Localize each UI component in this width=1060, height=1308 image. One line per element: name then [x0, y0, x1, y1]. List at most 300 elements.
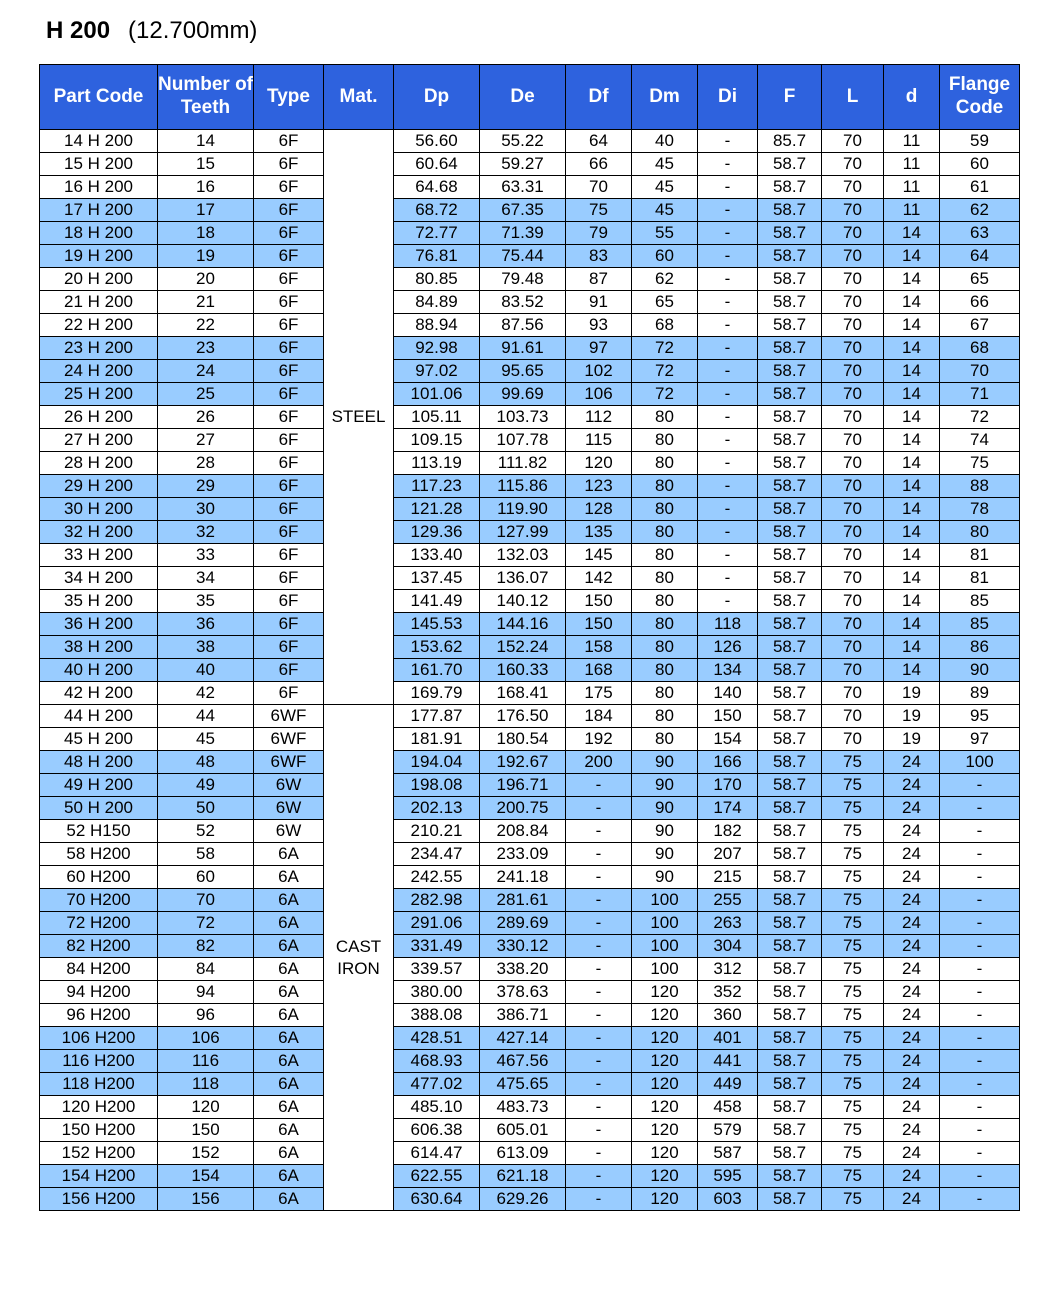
table-row [40, 590, 1020, 613]
cell-part: 33 H 200 [40, 544, 158, 567]
cell-d: 24 [884, 1073, 940, 1096]
cell-flange: 65 [940, 268, 1020, 291]
cell-d: 14 [884, 291, 940, 314]
cell-dp: 133.40 [394, 544, 480, 567]
table-row [40, 360, 1020, 383]
cell-f: 58.7 [758, 981, 822, 1004]
cell-d: 14 [884, 406, 940, 429]
cell-flange: 78 [940, 498, 1020, 521]
cell-dp: 339.57 [394, 958, 480, 981]
cell-type: 6F [254, 360, 324, 383]
cell-di: 579 [698, 1119, 758, 1142]
cell-d: 24 [884, 1027, 940, 1050]
table-row [40, 1096, 1020, 1119]
cell-l: 75 [822, 889, 884, 912]
cell-teeth: 30 [158, 498, 254, 521]
cell-teeth: 94 [158, 981, 254, 1004]
cell-teeth: 32 [158, 521, 254, 544]
table-row [40, 705, 1020, 728]
cell-dm: 100 [632, 935, 698, 958]
cell-d: 11 [884, 176, 940, 199]
cell-type: 6F [254, 521, 324, 544]
cell-f: 58.7 [758, 866, 822, 889]
cell-di: - [698, 452, 758, 475]
cell-df: - [566, 1142, 632, 1165]
table-row [40, 636, 1020, 659]
cell-di: - [698, 222, 758, 245]
table-row [40, 1119, 1020, 1142]
cell-di: 352 [698, 981, 758, 1004]
cell-dp: 97.02 [394, 360, 480, 383]
cell-f: 58.7 [758, 1096, 822, 1119]
cell-teeth: 42 [158, 682, 254, 705]
cell-teeth: 17 [158, 199, 254, 222]
cell-dm: 80 [632, 406, 698, 429]
cell-di: 166 [698, 751, 758, 774]
cell-l: 70 [822, 636, 884, 659]
cell-de: 67.35 [480, 199, 566, 222]
cell-f: 58.7 [758, 958, 822, 981]
cell-type: 6F [254, 314, 324, 337]
cell-type: 6W [254, 820, 324, 843]
cell-dp: 145.53 [394, 613, 480, 636]
cell-flange: 95 [940, 705, 1020, 728]
cell-d: 24 [884, 774, 940, 797]
cell-f: 58.7 [758, 567, 822, 590]
cell-teeth: 22 [158, 314, 254, 337]
cell-type: 6A [254, 935, 324, 958]
cell-teeth: 82 [158, 935, 254, 958]
cell-f: 58.7 [758, 199, 822, 222]
cell-teeth: 48 [158, 751, 254, 774]
cell-dp: 630.64 [394, 1188, 480, 1211]
cell-part: 60 H200 [40, 866, 158, 889]
cell-d: 14 [884, 429, 940, 452]
table-row [40, 866, 1020, 889]
cell-de: 115.86 [480, 475, 566, 498]
cell-dp: 153.62 [394, 636, 480, 659]
cell-type: 6F [254, 153, 324, 176]
cell-flange: 81 [940, 567, 1020, 590]
column-header-de: De [480, 65, 566, 130]
table-row [40, 130, 1020, 153]
cell-di: 215 [698, 866, 758, 889]
cell-dm: 120 [632, 1027, 698, 1050]
cell-di: 255 [698, 889, 758, 912]
cell-di: - [698, 360, 758, 383]
cell-di: - [698, 268, 758, 291]
cell-dm: 100 [632, 889, 698, 912]
cell-flange: - [940, 1165, 1020, 1188]
cell-l: 75 [822, 1165, 884, 1188]
cell-f: 58.7 [758, 774, 822, 797]
cell-part: 42 H 200 [40, 682, 158, 705]
cell-dm: 120 [632, 1096, 698, 1119]
cell-df: - [566, 866, 632, 889]
cell-dp: 177.87 [394, 705, 480, 728]
table-row [40, 659, 1020, 682]
cell-flange: - [940, 1096, 1020, 1119]
column-header-part-code: Part Code [40, 65, 158, 130]
cell-di: - [698, 544, 758, 567]
cell-f: 58.7 [758, 291, 822, 314]
cell-dp: 614.47 [394, 1142, 480, 1165]
cell-f: 58.7 [758, 820, 822, 843]
cell-d: 14 [884, 314, 940, 337]
cell-d: 24 [884, 751, 940, 774]
cell-d: 11 [884, 153, 940, 176]
table-row [40, 751, 1020, 774]
table-row [40, 567, 1020, 590]
cell-de: 467.56 [480, 1050, 566, 1073]
cell-df: 150 [566, 590, 632, 613]
cell-teeth: 34 [158, 567, 254, 590]
cell-de: 289.69 [480, 912, 566, 935]
cell-di: 118 [698, 613, 758, 636]
cell-type: 6WF [254, 705, 324, 728]
cell-de: 119.90 [480, 498, 566, 521]
cell-dm: 45 [632, 153, 698, 176]
cell-dp: 181.91 [394, 728, 480, 751]
cell-de: 132.03 [480, 544, 566, 567]
table-row [40, 843, 1020, 866]
cell-flange: - [940, 1004, 1020, 1027]
cell-part: 84 H200 [40, 958, 158, 981]
cell-teeth: 50 [158, 797, 254, 820]
table-row [40, 544, 1020, 567]
column-header-d: d [884, 65, 940, 130]
cell-teeth: 60 [158, 866, 254, 889]
table-row [40, 1165, 1020, 1188]
cell-de: 196.71 [480, 774, 566, 797]
cell-f: 58.7 [758, 406, 822, 429]
cell-dm: 40 [632, 130, 698, 153]
cell-df: 112 [566, 406, 632, 429]
cell-f: 58.7 [758, 498, 822, 521]
cell-part: 24 H 200 [40, 360, 158, 383]
cell-l: 70 [822, 153, 884, 176]
table-row [40, 498, 1020, 521]
cell-de: 338.20 [480, 958, 566, 981]
cell-df: 64 [566, 130, 632, 153]
cell-dp: 137.45 [394, 567, 480, 590]
cell-dp: 64.68 [394, 176, 480, 199]
cell-de: 378.63 [480, 981, 566, 1004]
table-row [40, 383, 1020, 406]
cell-part: 40 H 200 [40, 659, 158, 682]
cell-part: 116 H200 [40, 1050, 158, 1073]
cell-part: 17 H 200 [40, 199, 158, 222]
cell-flange: 74 [940, 429, 1020, 452]
column-header-df: Df [566, 65, 632, 130]
column-header-di: Di [698, 65, 758, 130]
cell-l: 70 [822, 337, 884, 360]
cell-type: 6F [254, 245, 324, 268]
cell-df: - [566, 889, 632, 912]
cell-part: 94 H200 [40, 981, 158, 1004]
cell-type: 6F [254, 544, 324, 567]
cell-dm: 120 [632, 1050, 698, 1073]
cell-flange: 90 [940, 659, 1020, 682]
cell-d: 14 [884, 268, 940, 291]
cell-l: 70 [822, 176, 884, 199]
cell-df: - [566, 1027, 632, 1050]
cell-dp: 117.23 [394, 475, 480, 498]
cell-flange: - [940, 820, 1020, 843]
cell-d: 24 [884, 981, 940, 1004]
cell-df: 97 [566, 337, 632, 360]
cell-df: 145 [566, 544, 632, 567]
cell-di: 134 [698, 659, 758, 682]
cell-df: 115 [566, 429, 632, 452]
cell-part: 19 H 200 [40, 245, 158, 268]
cell-flange: 63 [940, 222, 1020, 245]
cell-part: 28 H 200 [40, 452, 158, 475]
cell-l: 75 [822, 751, 884, 774]
table-row [40, 1188, 1020, 1211]
cell-dm: 45 [632, 176, 698, 199]
cell-dp: 485.10 [394, 1096, 480, 1119]
cell-part: 29 H 200 [40, 475, 158, 498]
cell-df: - [566, 820, 632, 843]
cell-dm: 80 [632, 429, 698, 452]
cell-dp: 80.85 [394, 268, 480, 291]
cell-di: - [698, 521, 758, 544]
cell-part: 20 H 200 [40, 268, 158, 291]
cell-part: 35 H 200 [40, 590, 158, 613]
cell-dm: 55 [632, 222, 698, 245]
cell-f: 58.7 [758, 1073, 822, 1096]
table-row [40, 774, 1020, 797]
cell-flange: 67 [940, 314, 1020, 337]
cell-f: 58.7 [758, 222, 822, 245]
cell-de: 613.09 [480, 1142, 566, 1165]
table-header-row [40, 65, 1020, 130]
table-row [40, 176, 1020, 199]
cell-teeth: 45 [158, 728, 254, 751]
cell-d: 24 [884, 866, 940, 889]
cell-di: 207 [698, 843, 758, 866]
cell-part: 22 H 200 [40, 314, 158, 337]
cell-de: 483.73 [480, 1096, 566, 1119]
cell-part: 150 H200 [40, 1119, 158, 1142]
column-header-teeth: Number of Teeth [158, 65, 254, 130]
cell-part: 156 H200 [40, 1188, 158, 1211]
cell-part: 82 H200 [40, 935, 158, 958]
cell-di: - [698, 337, 758, 360]
cell-flange: 81 [940, 544, 1020, 567]
cell-dp: 606.38 [394, 1119, 480, 1142]
cell-flange: - [940, 843, 1020, 866]
cell-f: 85.7 [758, 130, 822, 153]
cell-teeth: 150 [158, 1119, 254, 1142]
cell-d: 14 [884, 659, 940, 682]
cell-teeth: 20 [158, 268, 254, 291]
cell-teeth: 96 [158, 1004, 254, 1027]
cell-dp: 76.81 [394, 245, 480, 268]
table-row [40, 291, 1020, 314]
cell-df: - [566, 912, 632, 935]
cell-part: 25 H 200 [40, 383, 158, 406]
cell-d: 24 [884, 889, 940, 912]
cell-de: 107.78 [480, 429, 566, 452]
cell-dm: 90 [632, 820, 698, 843]
cell-teeth: 16 [158, 176, 254, 199]
cell-f: 58.7 [758, 383, 822, 406]
cell-df: 192 [566, 728, 632, 751]
cell-dp: 331.49 [394, 935, 480, 958]
cell-type: 6WF [254, 751, 324, 774]
cell-di: - [698, 314, 758, 337]
cell-l: 70 [822, 245, 884, 268]
cell-di: - [698, 199, 758, 222]
cell-di: - [698, 291, 758, 314]
cell-part: 45 H 200 [40, 728, 158, 751]
cell-l: 75 [822, 866, 884, 889]
cell-dm: 62 [632, 268, 698, 291]
cell-type: 6F [254, 498, 324, 521]
cell-dp: 141.49 [394, 590, 480, 613]
cell-dp: 121.28 [394, 498, 480, 521]
cell-l: 75 [822, 958, 884, 981]
cell-de: 621.18 [480, 1165, 566, 1188]
cell-f: 58.7 [758, 751, 822, 774]
cell-di: 603 [698, 1188, 758, 1211]
cell-teeth: 52 [158, 820, 254, 843]
cell-part: 154 H200 [40, 1165, 158, 1188]
cell-teeth: 26 [158, 406, 254, 429]
cell-dp: 388.08 [394, 1004, 480, 1027]
cell-d: 14 [884, 475, 940, 498]
cell-d: 14 [884, 337, 940, 360]
cell-de: 192.67 [480, 751, 566, 774]
cell-d: 24 [884, 912, 940, 935]
cell-part: 96 H200 [40, 1004, 158, 1027]
cell-teeth: 18 [158, 222, 254, 245]
table-body [40, 130, 1020, 1211]
cell-df: 79 [566, 222, 632, 245]
cell-type: 6F [254, 406, 324, 429]
cell-de: 176.50 [480, 705, 566, 728]
cell-f: 58.7 [758, 705, 822, 728]
table-row [40, 475, 1020, 498]
column-header-l: L [822, 65, 884, 130]
cell-d: 14 [884, 544, 940, 567]
cell-type: 6A [254, 981, 324, 1004]
cell-dm: 90 [632, 843, 698, 866]
cell-type: 6F [254, 268, 324, 291]
cell-type: 6F [254, 636, 324, 659]
cell-d: 24 [884, 1188, 940, 1211]
cell-di: 154 [698, 728, 758, 751]
cell-dp: 380.00 [394, 981, 480, 1004]
cell-di: - [698, 406, 758, 429]
cell-di: 174 [698, 797, 758, 820]
cell-f: 58.7 [758, 590, 822, 613]
column-header-flange-code: Flange Code [940, 65, 1020, 130]
cell-teeth: 36 [158, 613, 254, 636]
cell-flange: 61 [940, 176, 1020, 199]
cell-de: 233.09 [480, 843, 566, 866]
cell-d: 11 [884, 199, 940, 222]
cell-f: 58.7 [758, 153, 822, 176]
cell-teeth: 25 [158, 383, 254, 406]
cell-f: 58.7 [758, 935, 822, 958]
cell-dm: 60 [632, 245, 698, 268]
cell-l: 75 [822, 774, 884, 797]
cell-part: 118 H200 [40, 1073, 158, 1096]
cell-df: - [566, 1096, 632, 1119]
cell-type: 6A [254, 1165, 324, 1188]
cell-dm: 72 [632, 337, 698, 360]
cell-flange: - [940, 1142, 1020, 1165]
cell-type: 6A [254, 958, 324, 981]
cell-f: 58.7 [758, 1142, 822, 1165]
cell-di: - [698, 567, 758, 590]
cell-di: - [698, 130, 758, 153]
cell-part: 38 H 200 [40, 636, 158, 659]
cell-type: 6A [254, 1004, 324, 1027]
cell-teeth: 49 [158, 774, 254, 797]
cell-f: 58.7 [758, 613, 822, 636]
cell-dm: 65 [632, 291, 698, 314]
cell-de: 200.75 [480, 797, 566, 820]
table-row [40, 406, 1020, 429]
table-row [40, 728, 1020, 751]
cell-de: 99.69 [480, 383, 566, 406]
cell-part: 49 H 200 [40, 774, 158, 797]
column-header-material: Mat. [324, 65, 394, 130]
cell-part: 15 H 200 [40, 153, 158, 176]
cell-d: 24 [884, 935, 940, 958]
cell-di: - [698, 245, 758, 268]
cell-df: 83 [566, 245, 632, 268]
table-row [40, 452, 1020, 475]
cell-dm: 45 [632, 199, 698, 222]
table-row [40, 314, 1020, 337]
cell-d: 14 [884, 521, 940, 544]
cell-teeth: 19 [158, 245, 254, 268]
cell-dm: 100 [632, 958, 698, 981]
cell-df: 175 [566, 682, 632, 705]
cell-d: 24 [884, 1004, 940, 1027]
cell-teeth: 154 [158, 1165, 254, 1188]
cell-part: 36 H 200 [40, 613, 158, 636]
cell-type: 6W [254, 797, 324, 820]
cell-f: 58.7 [758, 889, 822, 912]
cell-l: 75 [822, 1188, 884, 1211]
cell-flange: 64 [940, 245, 1020, 268]
cell-df: 158 [566, 636, 632, 659]
cell-type: 6A [254, 843, 324, 866]
cell-teeth: 38 [158, 636, 254, 659]
cell-type: 6A [254, 1027, 324, 1050]
cell-l: 70 [822, 130, 884, 153]
cell-df: - [566, 774, 632, 797]
cell-de: 55.22 [480, 130, 566, 153]
cell-di: 170 [698, 774, 758, 797]
cell-f: 58.7 [758, 544, 822, 567]
cell-df: 120 [566, 452, 632, 475]
cell-di: 449 [698, 1073, 758, 1096]
cell-dm: 90 [632, 797, 698, 820]
cell-l: 75 [822, 843, 884, 866]
cell-de: 103.73 [480, 406, 566, 429]
cell-teeth: 24 [158, 360, 254, 383]
cell-df: - [566, 958, 632, 981]
cell-dp: 194.04 [394, 751, 480, 774]
cell-de: 136.07 [480, 567, 566, 590]
